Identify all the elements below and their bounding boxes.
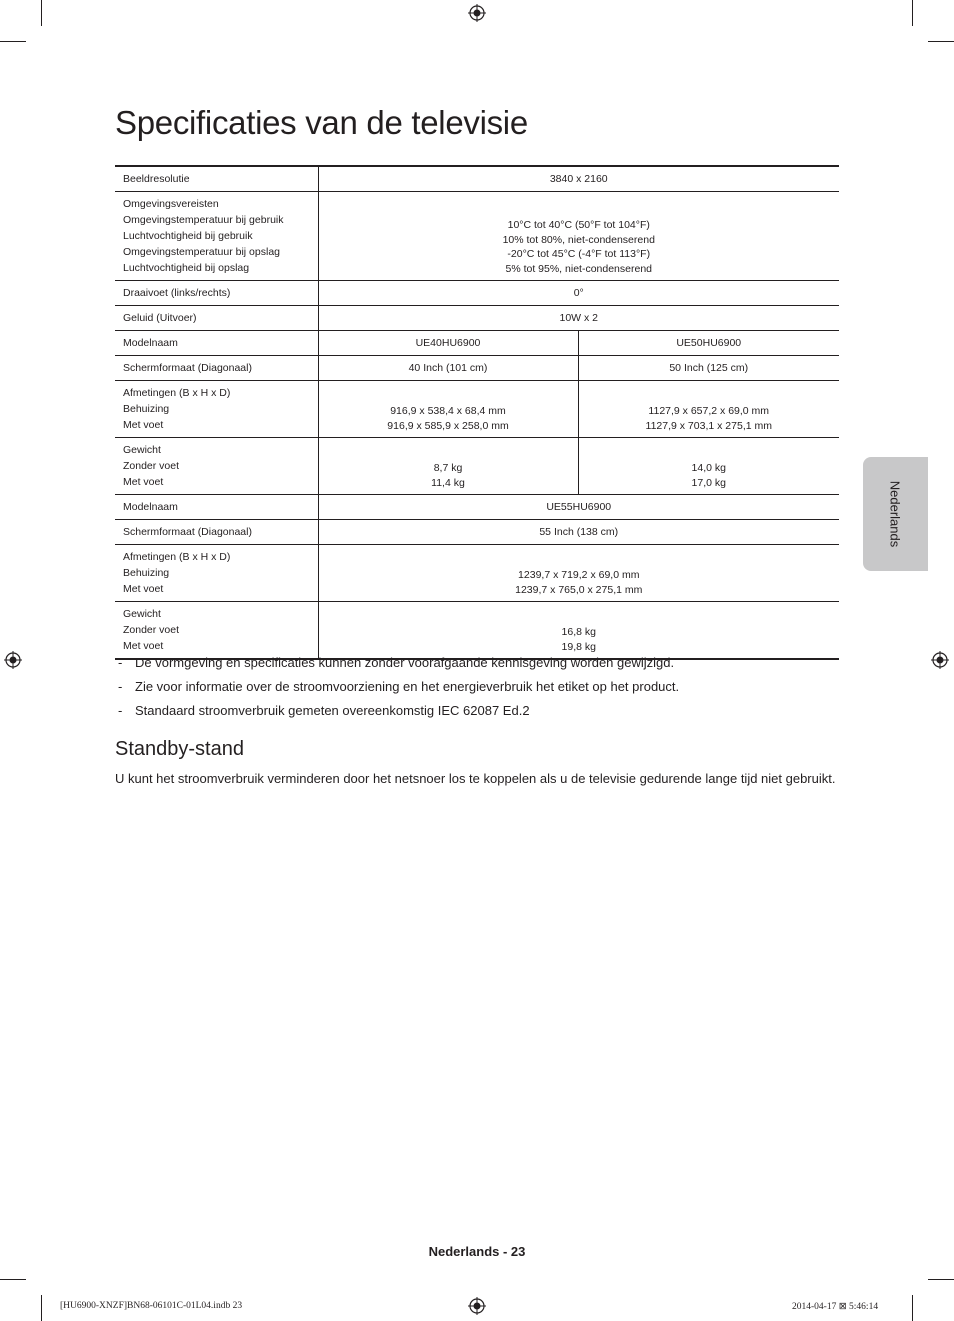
spec-label-line: Modelnaam: [123, 501, 178, 513]
table-row: [115, 331, 839, 356]
spec-value-line: 11,4 kg: [431, 476, 465, 489]
spec-value: [318, 192, 839, 281]
spec-value-line: -20°C tot 45°C (-4°F tot 113°F): [507, 248, 651, 260]
print-slug-date: 2014-04-17 ⊠ 5:46:14: [792, 1302, 879, 1312]
spec-label-line: Gewicht: [123, 444, 161, 456]
note-text: Standaard stroomverbruik gemeten overeenkomstig IEC 62087 Ed.2: [135, 703, 530, 718]
spec-value-line: UE40HU6900: [415, 336, 481, 349]
spec-value-line: 1127,9 x 657,2 x 69,0 mm: [648, 405, 770, 417]
bullet-dash: -: [118, 679, 123, 694]
spec-label: [115, 281, 318, 306]
spec-value-line: 1239,7 x 765,0 x 275,1 mm: [515, 583, 643, 596]
spec-value: [318, 602, 839, 660]
spec-label-line: Draaivoet (links/rechts): [123, 287, 231, 299]
spec-label-line: Modelnaam: [123, 337, 178, 349]
spec-value: [318, 281, 839, 306]
spec-label-line: Zonder voet: [123, 624, 180, 636]
table-row: [115, 495, 839, 520]
spec-value-line: UE50HU6900: [676, 336, 742, 349]
spec-label: [115, 520, 318, 545]
spec-value-line: 5% tot 95%, niet-condenserend: [505, 262, 652, 275]
table-row: [115, 438, 839, 495]
spec-label-line: Gewicht: [123, 608, 161, 620]
spec-label: [115, 381, 318, 438]
spec-label-line: Behuizing: [123, 567, 170, 579]
spec-value: [318, 438, 578, 495]
table-row: [115, 356, 839, 381]
spec-value: [318, 545, 839, 602]
table-row: [115, 281, 839, 306]
spec-value: [578, 356, 839, 381]
spec-label: [115, 166, 318, 192]
language-side-tab: [863, 457, 928, 571]
spec-value-line: 10% tot 80%, niet-condenserend: [502, 233, 655, 246]
spec-value-line: 3840 x 2160: [549, 172, 608, 185]
spec-value: [318, 520, 839, 545]
spec-value-line: 40 Inch (101 cm): [408, 361, 488, 374]
list-item: [115, 654, 855, 678]
spec-value-line: 16,8 kg: [561, 626, 596, 638]
spec-label-line: Schermformaat (Diagonaal): [123, 526, 252, 538]
spec-value: [318, 166, 839, 192]
spec-label-line: Behuizing: [123, 403, 170, 415]
table-row: [115, 192, 839, 281]
spec-value-line: 19,8 kg: [561, 640, 596, 653]
side-tab-label: Nederlands: [887, 480, 903, 548]
crop-mark: [912, 0, 913, 26]
spec-label-line: Afmetingen (B x H x D): [123, 387, 231, 399]
crop-mark: [928, 41, 954, 42]
crop-mark: [41, 1295, 42, 1321]
bullet-dash: -: [118, 703, 123, 718]
registration-mark-icon: [468, 1297, 486, 1315]
registration-mark-icon: [468, 4, 486, 22]
table-row: [115, 306, 839, 331]
spec-value-line: 17,0 kg: [691, 476, 726, 489]
crop-mark: [41, 0, 42, 26]
spec-value-line: 10W x 2: [559, 311, 598, 324]
bullet-dash: -: [118, 655, 123, 670]
spec-label-line: Afmetingen (B x H x D): [123, 551, 231, 563]
spec-value-line: 1127,9 x 703,1 x 275,1 mm: [645, 419, 772, 432]
crop-mark: [0, 1279, 26, 1280]
spec-value-line: 1239,7 x 719,2 x 69,0 mm: [518, 569, 640, 581]
spec-label-line: Met voet: [123, 476, 164, 488]
spec-label: [115, 331, 318, 356]
table-row: [115, 520, 839, 545]
spec-value-line: UE55HU6900: [546, 500, 612, 513]
spec-value: [318, 381, 578, 438]
spec-label-line: Omgevingstemperatuur bij gebruik: [123, 214, 284, 226]
spec-label: [115, 438, 318, 495]
notes-list: [115, 654, 855, 726]
spec-label: [115, 356, 318, 381]
spec-label-line: Beeldresolutie: [123, 173, 190, 185]
spec-label-line: Omgevingstemperatuur bij opslag: [123, 246, 280, 258]
spec-label-line: Met voet: [123, 640, 164, 652]
registration-mark-icon: [931, 651, 949, 669]
spec-value: [318, 356, 578, 381]
spec-table: [115, 165, 839, 660]
page-title: Specificaties van de televisie: [115, 104, 528, 141]
section-text: U kunt het stroomverbruik verminderen door het netsnoer los te koppelen als u de televisie gedurende lange tijd niet gebruikt.: [115, 771, 836, 786]
table-row: [115, 381, 839, 438]
spec-label-line: Met voet: [123, 419, 164, 431]
table-row: [115, 166, 839, 192]
print-slug-file: [HU6900-XNZF]BN68-06101C-01L04.indb 23: [60, 1301, 243, 1311]
spec-value: [318, 331, 578, 356]
spec-label-line: Geluid (Uitvoer): [123, 312, 197, 324]
spec-label-line: Schermformaat (Diagonaal): [123, 362, 252, 374]
spec-value-line: 0°: [573, 286, 584, 299]
spec-label: [115, 602, 318, 660]
crop-mark: [928, 1279, 954, 1280]
spec-value: [578, 381, 839, 438]
spec-value-line: 916,9 x 538,4 x 68,4 mm: [390, 405, 506, 417]
spec-label: [115, 545, 318, 602]
spec-label: [115, 306, 318, 331]
spec-value: [318, 306, 839, 331]
table-row: [115, 545, 839, 602]
spec-label-line: Omgevingsvereisten: [123, 198, 219, 210]
page-footer: Nederlands - 23: [428, 1244, 526, 1259]
note-text: De vormgeving en specificaties kunnen zonder voorafgaande kennisgeving worden gewijzigd.: [135, 655, 675, 670]
crop-mark: [0, 41, 26, 42]
spec-label: [115, 192, 318, 281]
table-row: [115, 602, 839, 660]
spec-label-line: Luchtvochtigheid bij gebruik: [123, 230, 253, 242]
spec-value-line: 916,9 x 585,9 x 258,0 mm: [387, 419, 509, 432]
registration-mark-icon: [4, 651, 22, 669]
list-item: [115, 678, 855, 702]
spec-value: [578, 438, 839, 495]
spec-value-line: 55 Inch (138 cm): [539, 525, 619, 538]
spec-label: [115, 495, 318, 520]
spec-value-line: 10°C tot 40°C (50°F tot 104°F): [507, 219, 650, 231]
note-text: Zie voor informatie over de stroomvoorziening en het energieverbruik het etiket op het product.: [135, 679, 680, 694]
spec-label-line: Zonder voet: [123, 460, 180, 472]
list-item: [115, 702, 855, 726]
spec-value: [318, 495, 839, 520]
spec-value-line: 14,0 kg: [691, 462, 726, 474]
spec-value-line: 8,7 kg: [433, 462, 463, 474]
spec-label-line: Met voet: [123, 583, 164, 595]
crop-mark: [912, 1295, 913, 1321]
spec-value-line: 50 Inch (125 cm): [669, 361, 749, 374]
spec-value: [578, 331, 839, 356]
section-heading: Standby-stand: [115, 738, 244, 760]
spec-label-line: Luchtvochtigheid bij opslag: [123, 262, 250, 274]
